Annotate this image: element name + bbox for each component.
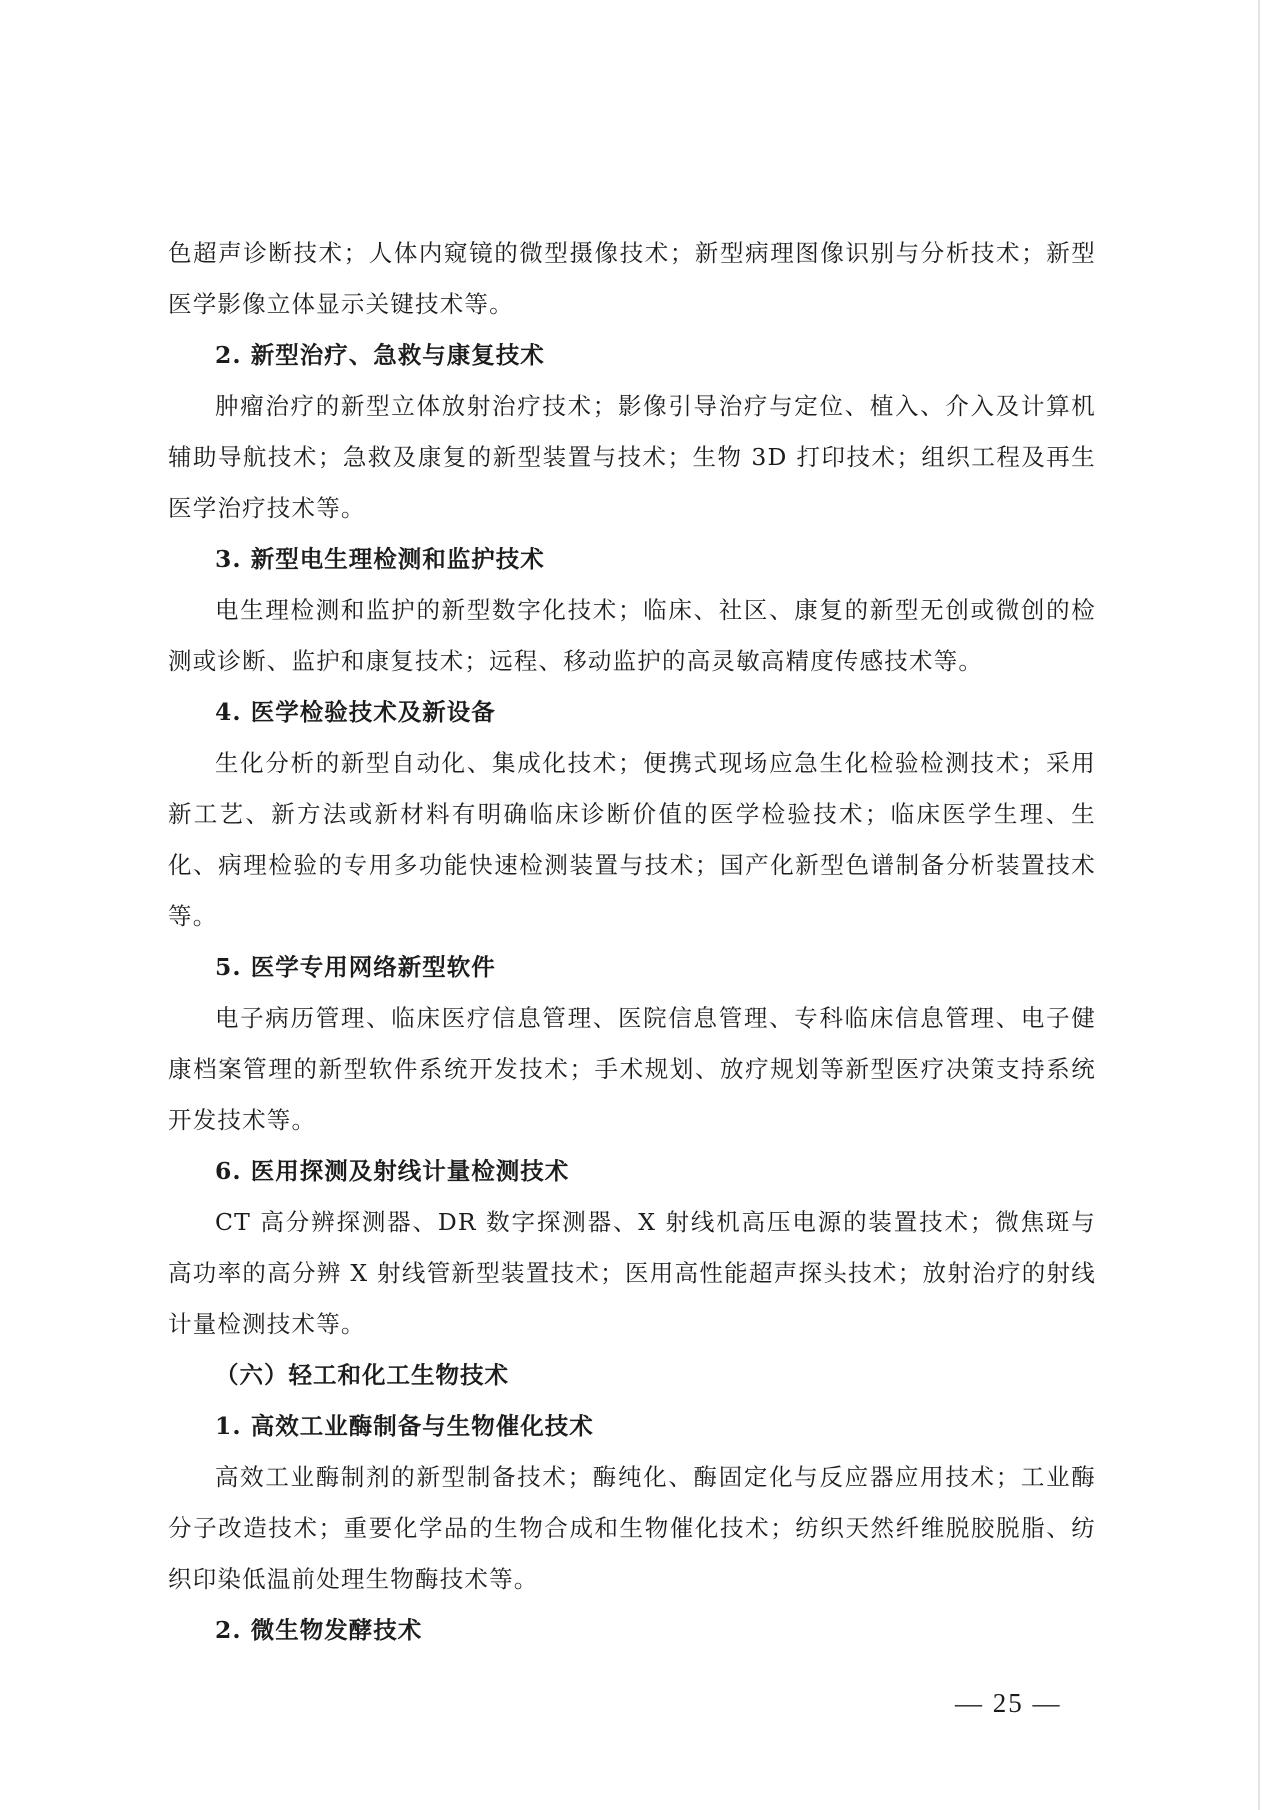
heading-3: 3. 新型电生理检测和监护技术	[215, 545, 545, 573]
scan-edge-divider	[1258, 0, 1260, 1810]
page-number: — 25 —	[955, 1688, 1062, 1718]
heading-4: 4. 医学检验技术及新设备	[215, 698, 496, 726]
page-body	[168, 228, 1096, 1656]
heading-2: 2. 新型治疗、急救与康复技术	[215, 341, 545, 369]
section-heading-1: 1. 高效工业酶制备与生物催化技术	[215, 1412, 594, 1440]
paragraph-5: 电子病历管理、临床医疗信息管理、医院信息管理、专科临床信息管理、电子健康档案管理的新型软件系统开发技术；手术规划、放疗规划等新型医疗决策支持系统开发技术等。	[168, 1004, 1096, 1134]
heading-5: 5. 医学专用网络新型软件	[215, 953, 496, 981]
heading-6: 6. 医用探测及射线计量检测技术	[215, 1157, 570, 1185]
paragraph-6: CT 高分辨探测器、DR 数字探测器、X 射线机高压电源的装置技术；微焦斑与高功率的高分辨 X 射线管新型装置技术；医用高性能超声探头技术；放射治疗的射线计量检测技术等。	[168, 1208, 1096, 1338]
section-heading-2: 2. 微生物发酵技术	[215, 1616, 423, 1644]
paragraph-3: 电生理检测和监护的新型数字化技术；临床、社区、康复的新型无创或微创的检测或诊断、监护和康复技术；远程、移动监护的高灵敏高精度传感技术等。	[168, 596, 1096, 675]
section-paragraph-1: 高效工业酶制剂的新型制备技术；酶纯化、酶固定化与反应器应用技术；工业酶分子改造技术；重要化学品的生物合成和生物催化技术；纺织天然纤维脱胶脱脂、纺织印染低温前处理生物酶技术等。	[168, 1463, 1096, 1593]
section-heading: （六）轻工和化工生物技术	[215, 1361, 509, 1389]
paragraph-2: 肿瘤治疗的新型立体放射治疗技术；影像引导治疗与定位、植入、介入及计算机辅助导航技术；急救及康复的新型装置与技术；生物 3D 打印技术；组织工程及再生医学治疗技术等。	[168, 392, 1096, 522]
paragraph-4: 生化分析的新型自动化、集成化技术；便携式现场应急生化检验检测技术；采用新工艺、新方法或新材料有明确临床诊断价值的医学检验技术；临床医学生理、生化、病理检验的专用多功能快速检测装置与技术；国产化新型色谱制备分析装置技术等。	[168, 749, 1096, 930]
intro-paragraph: 色超声诊断技术；人体内窥镜的微型摄像技术；新型病理图像识别与分析技术；新型医学影像立体显示关键技术等。	[168, 239, 1096, 318]
